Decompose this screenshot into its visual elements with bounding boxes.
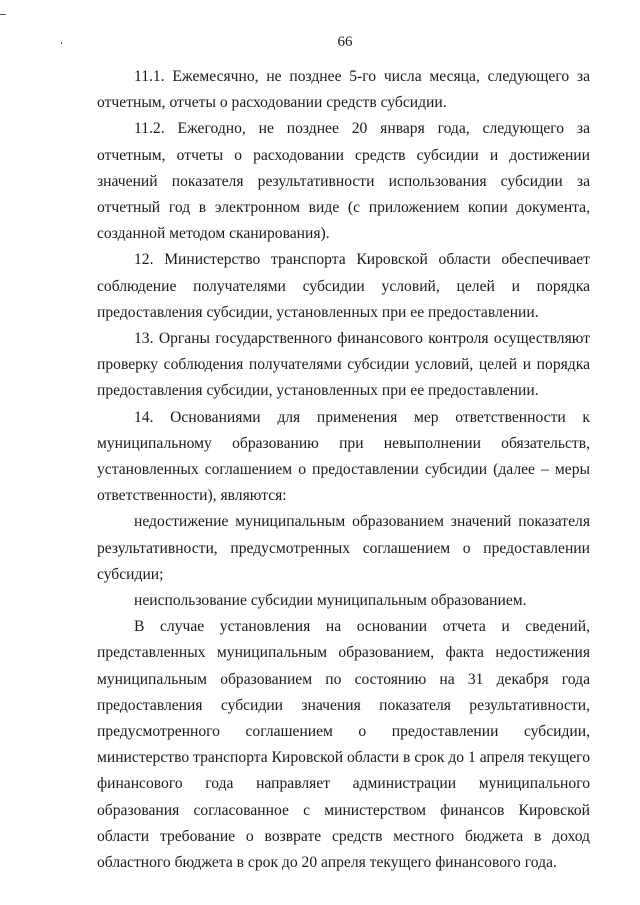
document-body bbox=[97, 64, 590, 876]
scan-artifact-mark bbox=[0, 14, 6, 15]
paragraph-14-item-b: неиспользование субсидии муниципальным образованием. bbox=[134, 592, 527, 610]
paragraph-12: 12. Министерство транспорта Кировской области обеспечивает соблюдение получателями субсидии условий, целей и порядка предоставления субсидии, установленных при ее предоставлении. bbox=[97, 251, 590, 321]
paragraph-14: 14. Основаниями для применения мер ответственности к муниципальному образованию при невыполнении обязательств, установленных соглашением о предоставлении субсидии (далее – меры ответственности), являются: bbox=[97, 408, 590, 505]
paragraph-13: 13. Органы государственного финансового контроля осуществляют проверку соблюдения получателями субсидии условий, целей и порядка предоставления субсидии, установленных при ее предоставлении. bbox=[97, 330, 590, 400]
page-number: 66 bbox=[337, 34, 353, 50]
paragraph-refund-requirement: В случае установления на основании отчета и сведений, представленных муниципальным образованием, факта недостижения муниципальным образованием по состоянию на 31 декабря года предоставления субсидии значения показателя результативности, предусмотренного соглашением о предоставлении субсидии, министерство транспорта Кировской области в срок до 1 апреля текущего финансового года направляет администрации муниципального образования согласованное с министерством финансов Кировской области требование о возврате средств местного бюджета в доход областного бюджета в срок до 20 апреля текущего финансового года. bbox=[97, 618, 590, 872]
paragraph-11-2: 11.2. Ежегодно, не позднее 20 января года, следующего за отчетным, отчеты о расходовании средств субсидии и достижении значений показателя результативности использования субсидии за отчетный год в электронном виде (с приложением копии документа, созданной методом сканирования). bbox=[97, 120, 590, 243]
paragraph-14-item-a: недостижение муниципальным образованием значений показателя результативности, предусмотренных соглашением о предоставлении субсидии; bbox=[97, 513, 590, 583]
paragraph-11-1: 11.1. Ежемесячно, не позднее 5-го числа месяца, следующего за отчетным, отчеты о расходовании средств субсидии. bbox=[97, 68, 590, 112]
